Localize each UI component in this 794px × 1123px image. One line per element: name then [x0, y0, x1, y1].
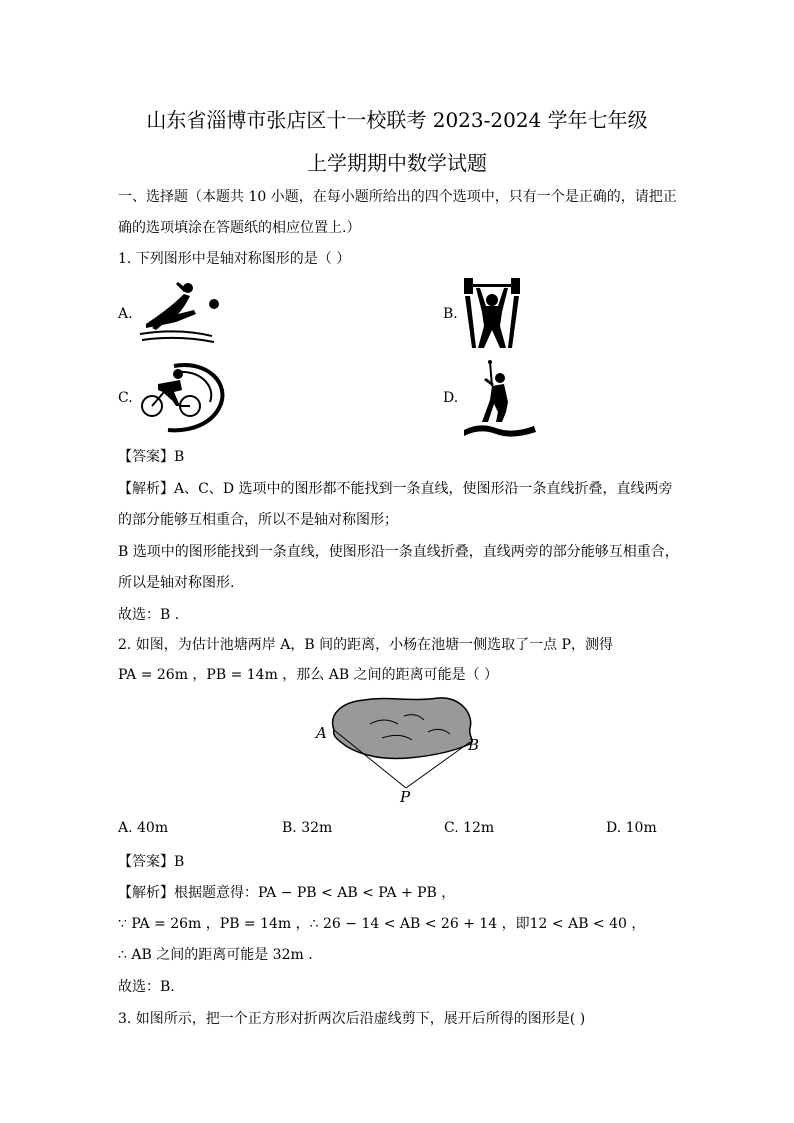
- q1-conclusion: 故选：B .: [118, 607, 180, 623]
- q2-answer: 【答案】B: [118, 854, 185, 870]
- q1-analysis-line3: B 选项中的图形能找到一条直线，使图形沿一条直线折叠，直线两旁的部分能够互相重合，: [118, 544, 679, 560]
- q2-stem-line1: 2. 如图，为估计池塘两岸 A，B 间的距离，小杨在池塘一侧选取了一点 P，测得: [118, 637, 613, 653]
- q1-option-a-label: A.: [118, 306, 133, 322]
- q2-option-c: C. 12m: [444, 820, 495, 836]
- point-p-label: P: [400, 788, 411, 806]
- section-heading-line2: 确的选项填涂在答题纸的相应位置上.）: [118, 220, 361, 236]
- q1-option-d-label: D.: [443, 390, 459, 406]
- q1-option-b-figure: [462, 276, 522, 352]
- q1-option-a-figure: [138, 280, 223, 350]
- section-heading-line1: 一、选择题（本题共 10 小题，在每小题所给出的四个选项中，只有一个是正确的，请把正: [118, 189, 677, 205]
- q1-option-b-label: B.: [443, 306, 458, 322]
- q1-option-c-label: C.: [118, 390, 133, 406]
- q1-analysis-line1: 【解析】A、C、D 选项中的图形都不能找到一条直线，使图形沿一条直线折叠，直线两旁: [118, 481, 673, 497]
- point-b-label: B: [468, 736, 480, 754]
- q1-option-d-figure: [462, 360, 538, 438]
- q1-analysis-line4: 所以是轴对称图形.: [118, 575, 235, 591]
- q2-analysis-line2: ∵ PA = 26m ，PB = 14m ，∴ 26 − 14 < AB < 26 + 14 ，即12 < AB < 40 ，: [118, 916, 646, 932]
- paper-title-line2: 上学期期中数学试题: [307, 151, 487, 175]
- q2-stem-line2: PA = 26m ，PB = 14m ，那么 AB 之间的距离可能是（ ）: [118, 667, 499, 683]
- q2-option-b: B. 32m: [282, 820, 333, 836]
- q2-option-a: A. 40m: [118, 820, 169, 836]
- q2-conclusion: 故选：B.: [118, 979, 175, 995]
- q1-answer: 【答案】B: [118, 449, 185, 465]
- q1-option-c-figure: [138, 360, 226, 436]
- q1-analysis-line2: 的部分能够互相重合，所以不是轴对称图形；: [118, 512, 398, 528]
- q1-stem: 1. 下列图形中是轴对称图形的是（ ）: [118, 251, 351, 267]
- pond-shape: [333, 698, 473, 759]
- point-a-label: A: [316, 724, 327, 742]
- q2-analysis-line3: ∴ AB 之间的距离可能是 32m .: [118, 947, 313, 963]
- q3-stem: 3. 如图所示，把一个正方形对折两次后沿虚线剪下，展开后所得的图形是( ): [118, 1011, 586, 1027]
- paper-title-line1: 山东省淄博市张店区十一校联考 2023-2024 学年七年级: [146, 108, 648, 132]
- q2-option-d: D. 10m: [606, 820, 657, 836]
- q2-analysis-line1: 【解析】根据题意得：PA − PB < AB < PA + PB ，: [118, 885, 456, 901]
